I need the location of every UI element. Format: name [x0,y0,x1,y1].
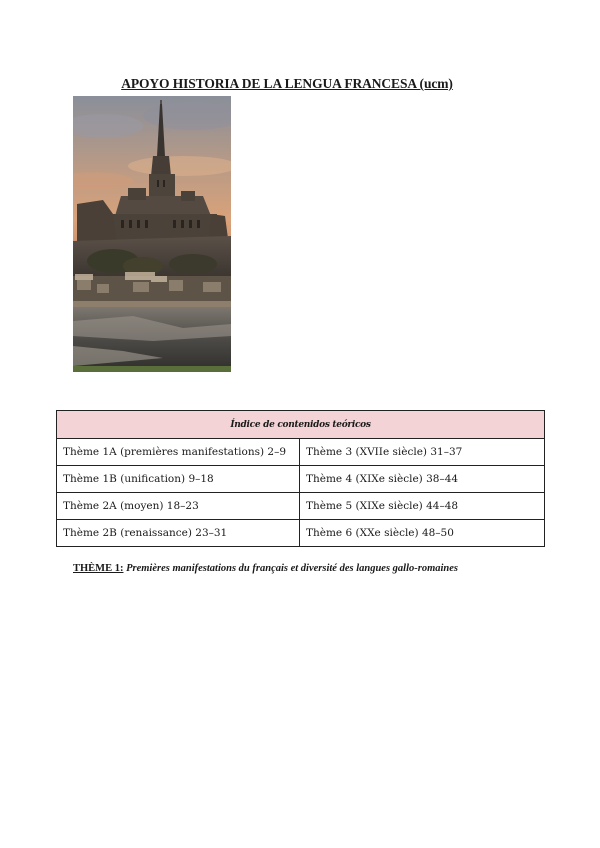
table-cell: Thème 5 (XIXe siècle) 44–48 [300,493,545,520]
table-row [57,493,545,520]
table-cell: Thème 2A (moyen) 18–23 [57,493,300,520]
table-cell: Thème 1B (unification) 9–18 [57,466,300,493]
contents-index-table [56,410,545,547]
table-cell: Thème 6 (XXe siècle) 48–50 [300,520,545,547]
table-row [57,439,545,466]
table-cell: Thème 1A (premières manifestations) 2–9 [57,439,300,466]
page-title: APOYO HISTORIA DE LA LENGUA FRANCESA (ucm) [121,76,453,91]
section-heading [73,563,458,574]
table-row [57,520,545,547]
section-title: Premières manifestations du français et diversité des langues gallo-romaines [126,563,459,574]
table-cell: Thème 4 (XIXe siècle) 38–44 [300,466,545,493]
table-header-row [57,411,545,439]
photo-graphic [73,96,231,372]
table-row [57,466,545,493]
section-label: THÈME 1: [73,563,124,574]
mont-saint-michel-photo [73,96,231,372]
table-header: Índice de contenidos teóricos [57,411,545,439]
table-cell: Thème 2B (renaissance) 23–31 [57,520,300,547]
table-cell: Thème 3 (XVIIe siècle) 31–37 [300,439,545,466]
